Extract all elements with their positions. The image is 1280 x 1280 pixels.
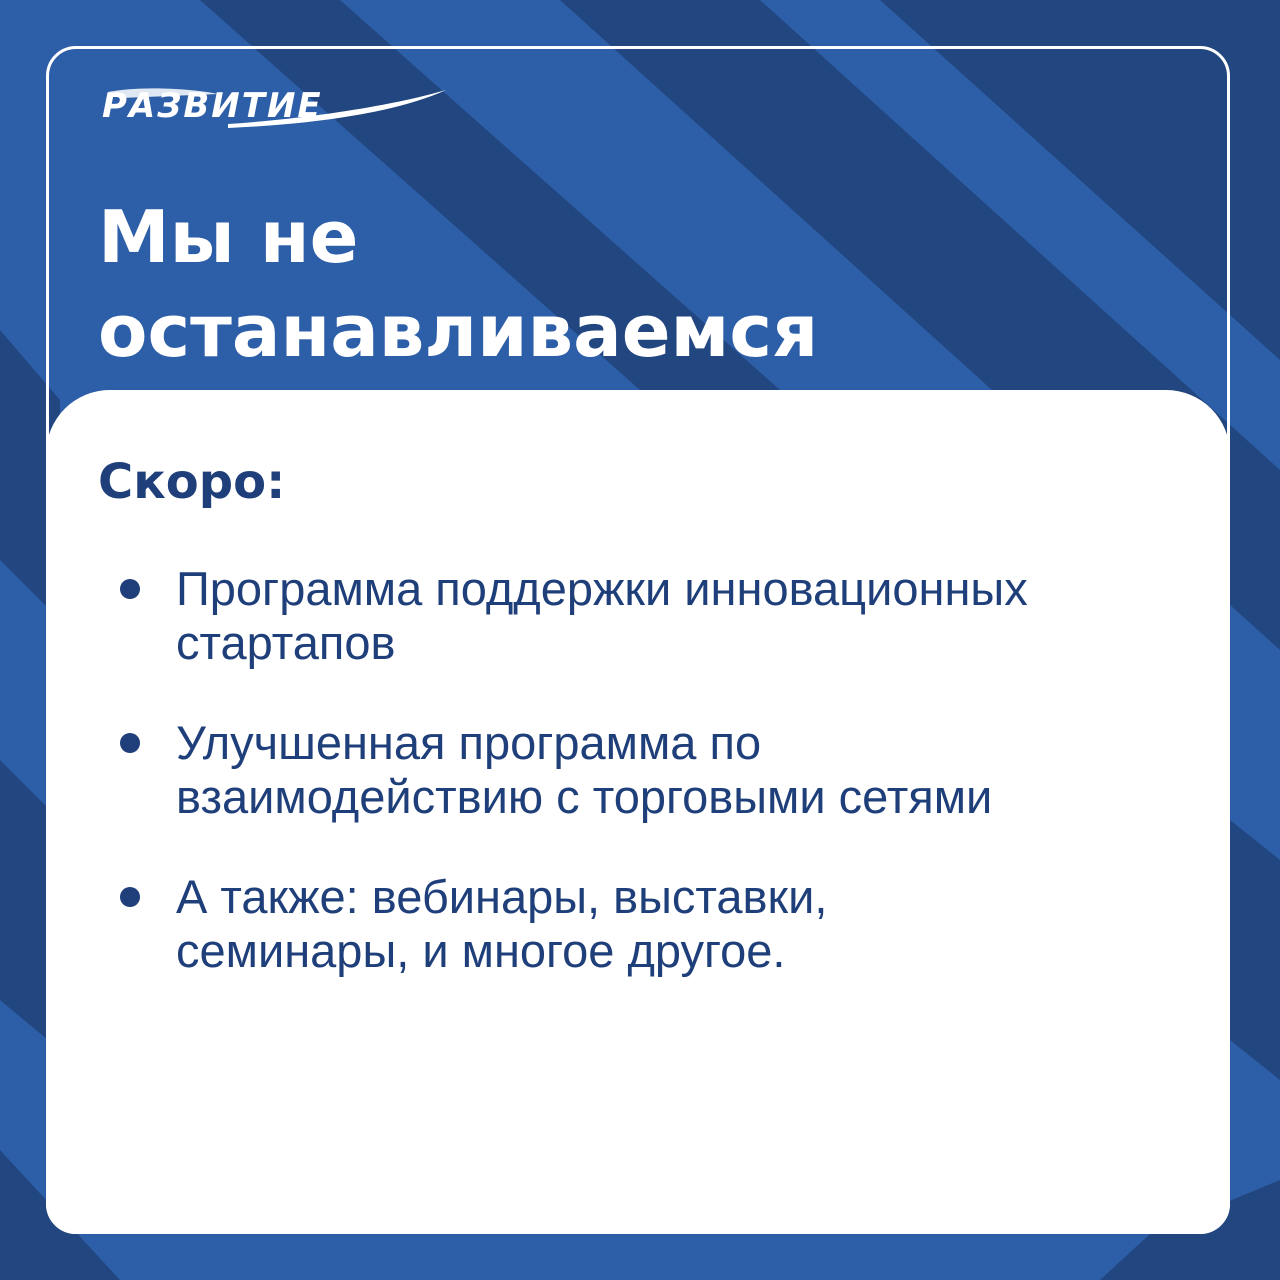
list-item: [120, 716, 1200, 824]
bullet-icon: [120, 733, 140, 753]
title-line-2: останавливаемся: [98, 289, 819, 373]
list-item-line-1: А также: вебинары, выставки,: [176, 870, 828, 923]
list-item-line-1: Программа поддержки инновационных: [176, 562, 1028, 615]
page-title: [98, 190, 1198, 378]
bullet-icon: [120, 579, 140, 599]
list-item-line-2: стартапов: [176, 616, 396, 669]
section-subtitle: Скоро:: [98, 454, 286, 510]
list-item-line-1: Улучшенная программа по: [176, 716, 762, 769]
list-item-line-2: семинары, и многое другое.: [176, 924, 786, 977]
brand-logo: [98, 84, 448, 130]
list-item-line-2: взаимодействию с торговыми сетями: [176, 770, 993, 823]
list-item: [120, 562, 1200, 670]
title-line-1: Мы не: [98, 195, 359, 279]
list-item: [120, 870, 1200, 978]
upcoming-list: [120, 562, 1200, 1024]
bullet-icon: [120, 887, 140, 907]
logo-text: РАЗВИТИЕ: [102, 86, 323, 126]
